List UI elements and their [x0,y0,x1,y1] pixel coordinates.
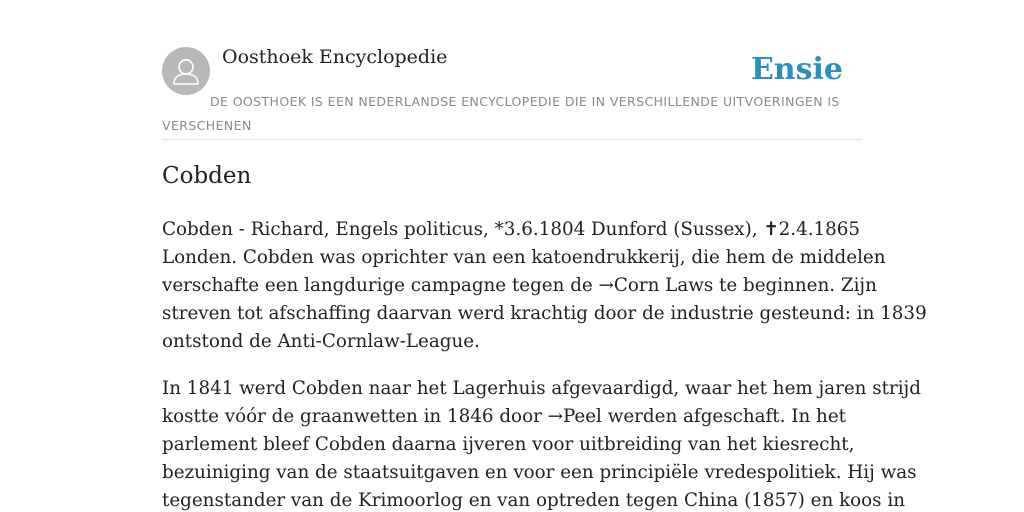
article-body [162,216,927,512]
text-line: Cobden - Richard, Engels politicus, *3.6.1804 Dunford (Sussex), ✝2.4.1865 [162,219,861,240]
user-icon [162,47,210,95]
text-line: tegenstander van de Krimoorlog en van optreden tegen China (1857) en koos in [162,490,905,511]
text-line: bezuiniging van de staatsuitgaven en voor een principiële vredespolitiek. Hij was [162,462,917,483]
source-name[interactable]: Oosthoek Encyclopedie [222,46,448,68]
header-divider [162,139,862,140]
article-paragraph [162,216,927,356]
text-line: ontstond de Anti-Cornlaw-League. [162,331,480,352]
avatar[interactable] [162,47,210,95]
source-tagline: DE OOSTHOEK IS EEN NEDERLANDSE ENCYCLOPEDIE DIE IN VERSCHILLENDE UITVOERINGEN IS VERSCHENEN [162,94,840,133]
brand-logo[interactable]: Ensie [750,52,843,87]
text-line: kostte vóór de graanwetten in 1846 door →Peel werden afgeschaft. In het [162,406,846,427]
text-line: In 1841 werd Cobden naar het Lagerhuis afgevaardigd, waar het hem jaren strijd [162,378,921,399]
article-title: Cobden [162,163,252,189]
text-line: verschafte een langdurige campagne tegen de →Corn Laws te beginnen. Zijn [162,275,877,296]
article-paragraph [162,375,921,512]
text-line: streven tot afschaffing daarvan werd krachtig door de industrie gesteund: in 1839 [162,303,927,324]
text-line: Londen. Cobden was oprichter van een katoendrukkerij, die hem de middelen [162,247,886,268]
text-line: parlement bleef Cobden daarna ijveren voor uitbreiding van het kiesrecht, [162,434,855,455]
